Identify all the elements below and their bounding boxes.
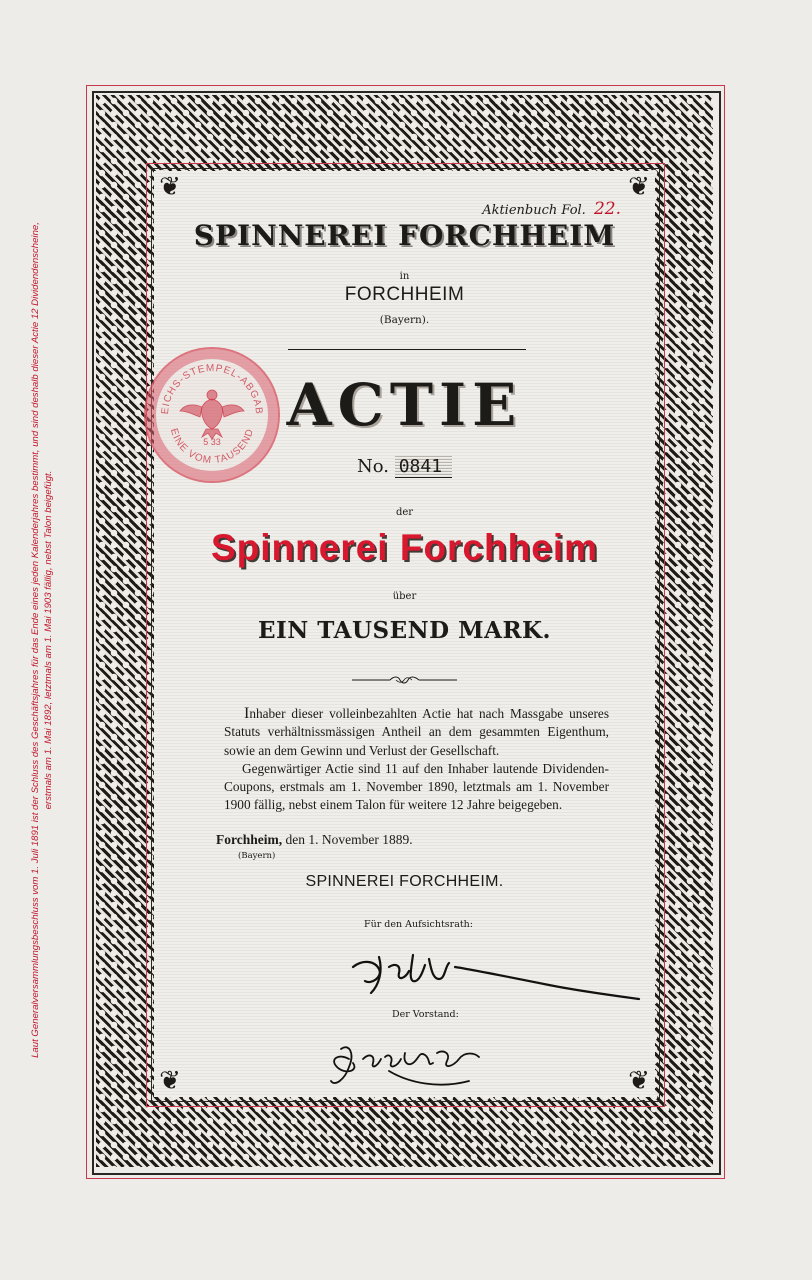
city-name: FORCHHEIM	[344, 284, 465, 305]
stamp-center-text: 5 33	[203, 437, 221, 447]
signatory-company: SPINNEREI FORCHHEIM.	[305, 873, 504, 890]
ueber-word: über	[392, 591, 417, 602]
nominal-amount: EIN TAUSEND MARK.	[257, 617, 552, 644]
place-name: Forchheim,	[216, 832, 283, 847]
stamp-text-bottom: EINE VOM TAUSEND	[167, 427, 257, 467]
issue-date: den 1. November 1889.	[285, 832, 413, 847]
corner-ornament-icon: ❦	[628, 172, 650, 202]
corner-ornament-icon: ❦	[159, 1066, 181, 1096]
region-name: (Bayern).	[379, 314, 430, 326]
company-name-red: Spinnerei Forchheim	[210, 527, 598, 568]
certificate-terms	[224, 705, 609, 815]
place-and-date	[216, 832, 413, 848]
executive-board-label: Der Vorstand:	[392, 1009, 459, 1020]
ledger-label: Aktienbuch Fol.	[482, 203, 586, 218]
supervisory-signature	[349, 937, 644, 1007]
place-region: (Bayern)	[238, 851, 276, 861]
certificate-content	[154, 171, 655, 1097]
ledger-reference	[482, 199, 621, 219]
ledger-number: 22.	[593, 199, 621, 219]
corner-ornament-icon: ❦	[628, 1066, 650, 1096]
divider-rule	[288, 349, 526, 350]
share-number	[154, 456, 655, 477]
corner-ornament-icon: ❦	[159, 172, 181, 202]
terms-paragraph-2: Gegenwärtiger Actie sind 11 auf den Inhaber lautende Dividenden-Coupons, erstmals am 1. November 1890, letztmals am 1. November 1900 fällig, nebst einem Talon für weitere 12 Jahre beigegeben.	[224, 760, 609, 813]
in-word: in	[399, 271, 410, 282]
der-word: der	[395, 507, 414, 518]
document-type-title: ACTIE	[286, 371, 523, 439]
company-heading: SPINNEREI FORCHHEIM	[193, 219, 616, 252]
side-note-line-2: erstmals am 1. Mai 1892, letztmals am 1. Mai 1903 fällig, nebst Talon beigefügt.	[43, 470, 54, 810]
flourish-ornament-icon	[352, 675, 457, 685]
terms-paragraph-1: Inhaber dieser volleinbezahlten Actie hat nach Massgabe unseres Statuts verhältnissmässigen Antheil an dem gesammten Eigenthum, sowie an dem Gewinn und Verlust der Gesellschaft.	[224, 705, 609, 758]
share-number-value: 0841	[395, 456, 452, 478]
stamp-text-top: EICHS-STEMPEL-ABGAB	[159, 362, 265, 416]
supervisory-board-label: Für den Aufsichtsrath:	[364, 919, 473, 930]
side-note-line-1: Laut Generalversammlungsbeschluss vom 1. Juli 1891 ist der Schluss des Geschäftsjahres für das Ende eines jeden Kalenderjahres bestimmt, und sind deshalb dieser Actie 12 Dividendenscheine,	[30, 222, 41, 1058]
side-note	[29, 90, 55, 1190]
executive-signature	[319, 1023, 509, 1095]
share-number-prefix: No.	[356, 456, 389, 477]
